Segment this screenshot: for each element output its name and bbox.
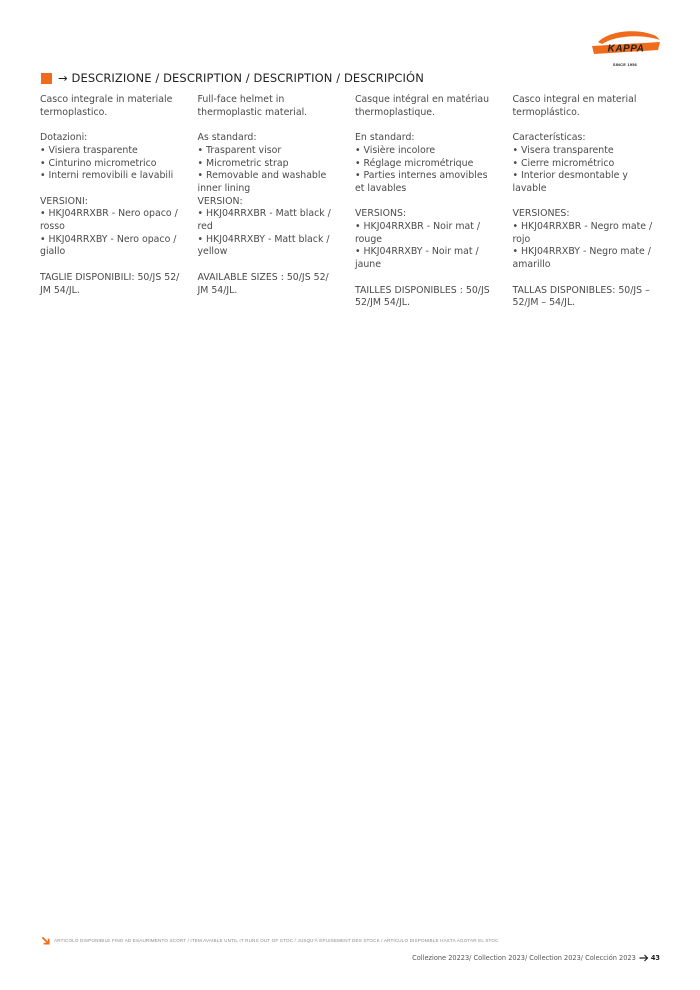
- arrow-right-icon: [639, 954, 649, 962]
- section-heading: [41, 71, 424, 85]
- page-number: 43: [650, 954, 660, 962]
- collection-label: Collezione 20223/ Collection 2023/ Collection 2023/ Colección 2023: [412, 954, 636, 962]
- description-french: Casque intégral en matériau thermoplastique. En standard: • Visière incolore • Réglage micrométrique • Parties internes amovibles et lavables VERSIONS: • HKJ04RRXBR - Noir mat / rouge • HKJ04RRXBY - Noir mat / jaune TAILLES DISPONIBLES : 50/JS 52/JM 54/JL.: [355, 94, 490, 309]
- description-spanish: Casco integral en material termoplástico. Características: • Visera transparente • Cierre micrométrico • Interior desmontable y lavable VERSIONES: • HKJ04RRXBR - Negro mate / rojo • HKJ04RRXBY - Negro mate / amarillo TALLAS DISPONIBLES: 50/JS – 52/JM – 54/JL.: [512, 94, 653, 309]
- page-footer: [412, 954, 660, 962]
- down-right-arrow-icon: [41, 936, 50, 945]
- logo-wordmark: KAPPA: [607, 43, 645, 55]
- description-italian: Casco integrale in materiale termoplastico. Dotazioni: • Visiera trasparente • Cinturino micrometrico • Interni removibili e lavabili VERSIONI: • HKJ04RRXBR - Nero opaco / rosso • HKJ04RRXBY - Nero opaco / giallo TAGLIE DISPONIBILI: 50/JS 52/ JM 54/JL.: [40, 94, 180, 296]
- section-title: → DESCRIZIONE / DESCRIPTION / DESCRIPTION / DESCRIPCIÓN: [58, 71, 424, 85]
- description-columns: [40, 94, 666, 310]
- kappa-logo: [590, 28, 664, 70]
- description-english: Full-face helmet in thermoplastic material. As standard: • Trasparent visor • Micrometric strap • Removable and washable inner lining VERSION: • HKJ04RRXBR - Matt black / red • HKJ04RRXBY - Matt black / yellow AVAILABLE SIZES : 50/JS 52/ JM 54/JL.: [197, 94, 331, 296]
- stock-note-text: ARTICOLO DISPONIBILE FINO AD ESAURIMENTO SCORT / ITEM AVAIBLE UNTIL IT RUNS OUT OF STOC / JUSQU'À ÉPUISEMENT DES STOCK / ARTÍCULO DISPONIBLE HASTA AGOTAR EL STOC: [54, 938, 499, 943]
- orange-square-icon: [41, 73, 52, 84]
- kappa-logo-mark: [590, 28, 662, 60]
- logo-since: SINCE 1956: [612, 62, 638, 67]
- stock-note: [41, 936, 499, 945]
